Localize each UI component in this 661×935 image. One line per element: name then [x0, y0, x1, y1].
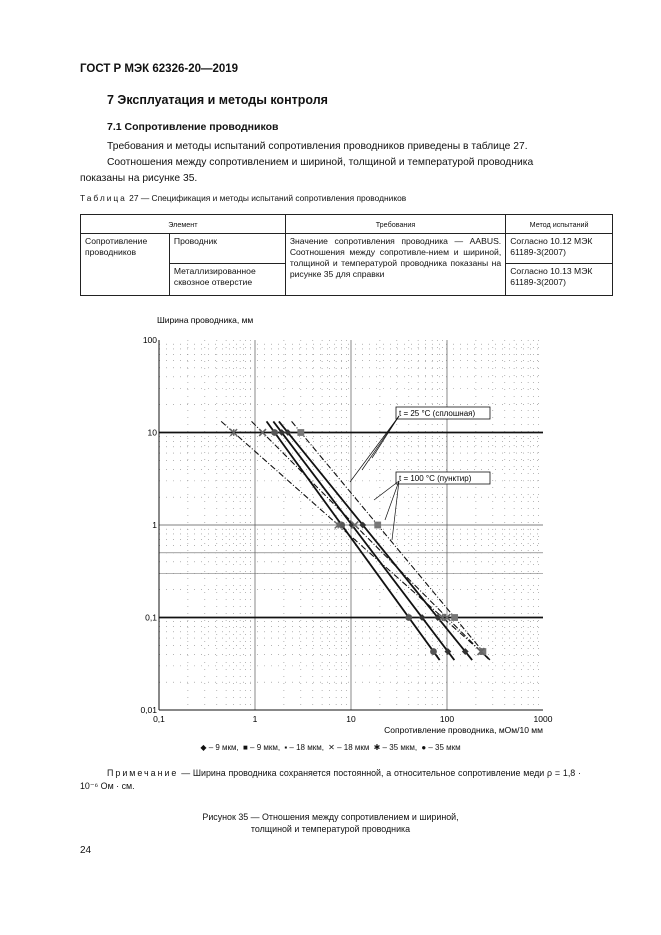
chart-x-label: Сопротивление проводника, мОм/10 мм	[384, 725, 543, 735]
y-tick-label: 10	[147, 427, 157, 438]
marker-square	[451, 614, 458, 621]
note-text: — Ширина проводника сохраняется постоянной, а относительное сопротивление меди ρ = 1,8 · 10⁻⁶ Ом · см.	[80, 768, 581, 791]
annotation-leader	[362, 416, 399, 470]
section-title: 7 Эксплуатация и методы контроля	[107, 93, 328, 107]
marker-circle	[430, 648, 437, 655]
y-tick-label: 1	[152, 520, 157, 530]
x-tick-label: 10	[346, 714, 356, 724]
header-requirements: Требования	[285, 215, 505, 234]
cell-requirement: Значение сопротивления проводника — AABUS. Соотношения между сопротивле-нием и шириной, толщиной и температурой проводника показаны на рисунке 35 для справки	[285, 234, 505, 296]
legend-item-2: ■ – 9 мкм,	[243, 743, 281, 752]
x-tick-label: 0,1	[153, 714, 165, 724]
legend-item-4: ✕ – 18 мкм	[328, 743, 370, 752]
marker-square	[297, 429, 304, 436]
paragraph-2: Соотношения между сопротивлением и шириной, толщиной и температурой проводника показаны на рисунке 35.	[80, 157, 534, 184]
annotation-100c: t = 100 °C (пунктир)	[399, 474, 472, 483]
annotation-25c: t = 25 °C (сплошная)	[399, 409, 476, 418]
cell-sub-via: Металлизированное сквозное отверстие	[169, 264, 285, 296]
note-prefix: Примечание	[107, 768, 179, 778]
x-tick-label: 100	[439, 714, 455, 724]
x-tick-label: 1	[252, 714, 258, 724]
cell-method-1: Согласно 10.12 МЭК 61189-3(2007)	[506, 234, 613, 264]
header-method: Метод испытаний	[506, 215, 613, 234]
subsection-title: 7.1 Сопротивление проводников	[107, 121, 279, 133]
header-element: Элемент	[81, 215, 286, 234]
figure-caption	[80, 811, 581, 835]
x-tick-label: 1000	[533, 714, 553, 724]
series-line-1	[279, 421, 472, 660]
figure-caption-line-2: толщиной и температурой проводника	[250, 824, 411, 834]
page-number: 24	[80, 845, 92, 856]
paragraph-1: Требования и методы испытаний сопротивления проводников приведены в таблице 27.	[107, 141, 528, 152]
series-line-6	[221, 421, 490, 660]
series-line-4	[292, 421, 490, 660]
marker-circle	[271, 429, 278, 436]
series-line-2	[273, 421, 454, 660]
y-tick-label: 100	[142, 335, 157, 345]
document-header: ГОСТ Р МЭК 62326-20—2019	[80, 63, 239, 75]
series-line-3	[267, 421, 440, 660]
y-tick-label: 0,01	[140, 705, 157, 715]
table-caption-rest: 27 — Спецификация и методы испытаний сопротивления проводников	[129, 193, 407, 203]
legend-item-6: ● – 35 мкм	[421, 743, 461, 752]
y-tick-label: 0,1	[145, 612, 157, 623]
annotation-leader	[350, 416, 399, 482]
cell-element: Сопротивление проводников	[81, 234, 170, 296]
chart-y-label: Ширина проводника, мм	[157, 315, 254, 325]
note	[80, 767, 581, 793]
legend-item-1: ◆ – 9 мкм,	[200, 743, 239, 752]
cell-sub-conductor: Проводник	[169, 234, 285, 264]
marker-circle	[338, 522, 345, 529]
figure-caption-line-1: Рисунок 35 — Отношения между сопротивлением и шириной,	[202, 812, 459, 822]
legend-item-5: ✱ – 35 мкм,	[373, 743, 418, 752]
chart-series	[221, 421, 490, 660]
marker-circle	[405, 614, 412, 621]
chart-legend	[80, 743, 581, 752]
legend-item-3: ▪ – 18 мкм,	[284, 743, 324, 752]
marker-square	[374, 522, 381, 529]
chart-annotations	[350, 407, 490, 540]
table-caption-prefix: Таблица	[80, 193, 127, 203]
cell-method-2: Согласно 10.13 МЭК 61189-3(2007)	[506, 264, 613, 296]
